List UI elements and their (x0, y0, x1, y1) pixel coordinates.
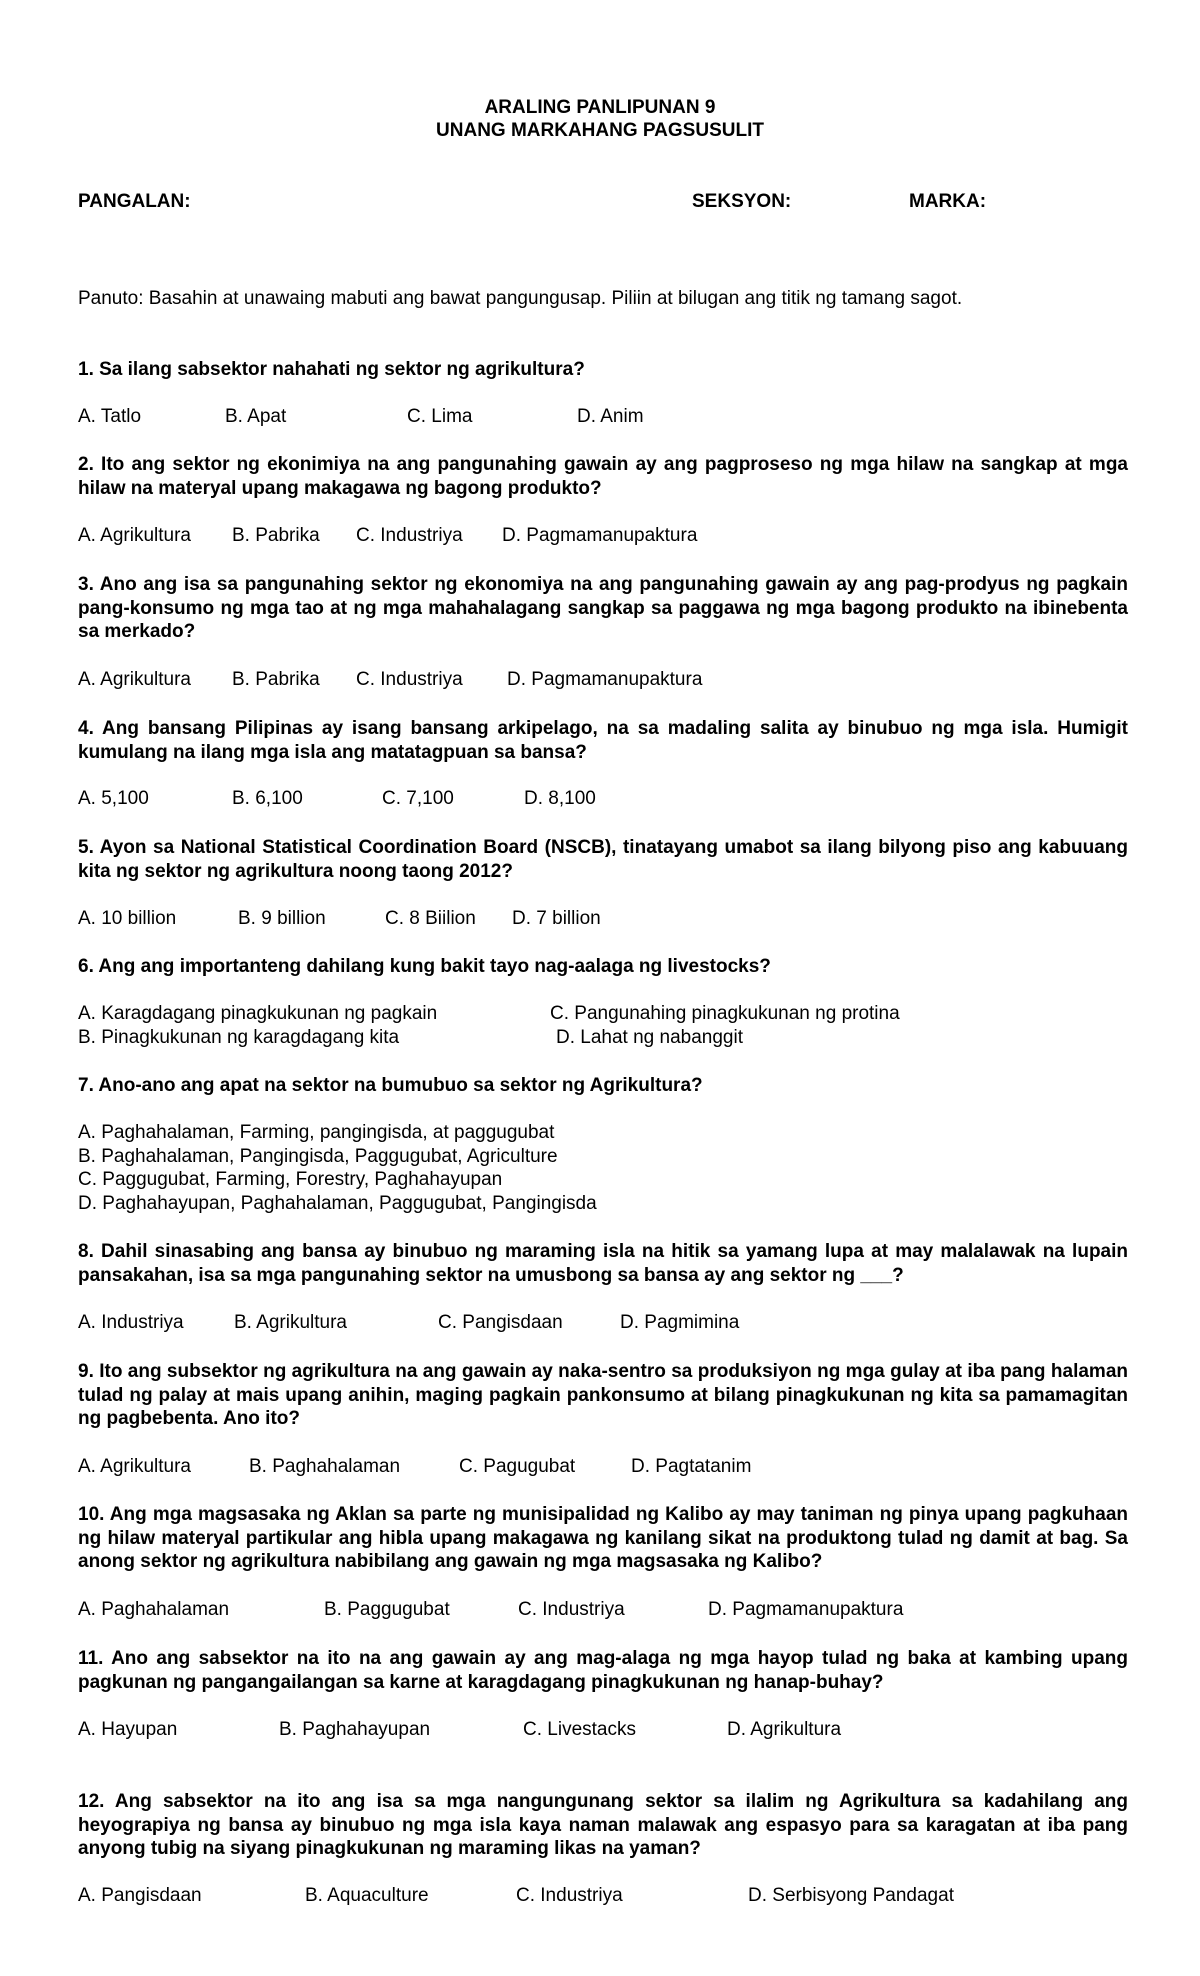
q8-option-b: B. Agrikultura (234, 1312, 347, 1333)
q5-option-d: D. 7 billion (512, 908, 601, 929)
q4-option-b: B. 6,100 (232, 788, 303, 809)
question-9: 9. Ito ang subsektor ng agrikultura na ang gawain ay naka-sentro sa produksiyon ng mga gulay at iba pang halaman tulad ng palay at mais upang anihin, maging pagkain pankonsumo at bilang pinagkukunan ng kita sa pamamagitan ng pagbebenta. Ano ito? (78, 1361, 1128, 1429)
question-5: 5. Ayon sa National Statistical Coordination Board (NSCB), tinatayang umabot sa ilang bilyong piso ang kabuuang kita ng sektor ng agrikultura noong taong 2012? (78, 837, 1128, 882)
question-2: 2. Ito ang sektor ng ekonimiya na ang pangunahing gawain ay ang pagproseso ng mga hilaw na sangkap at mga hilaw na materyal upang makagawa ng bagong produkto? (78, 454, 1128, 499)
q3-option-c: C. Industriya (356, 669, 463, 690)
q9-option-c: C. Pagugubat (459, 1456, 576, 1477)
q6-option-d: D. Lahat ng nabanggit (556, 1027, 743, 1048)
q9-option-a: A. Agrikultura (78, 1456, 191, 1477)
q12-option-b: B. Aquaculture (305, 1885, 429, 1906)
q3-option-a: A. Agrikultura (78, 669, 191, 690)
q11-option-d: D. Agrikultura (727, 1719, 842, 1740)
q2-option-b: B. Pabrika (232, 525, 320, 546)
q8-option-d: D. Pagmimina (620, 1312, 740, 1333)
q2-option-c: C. Industriya (356, 525, 463, 546)
q6-option-c: C. Pangunahing pinagkukunan ng protina (550, 1003, 900, 1024)
q4-option-d: D. 8,100 (524, 788, 596, 809)
q11-option-b: B. Paghahayupan (279, 1719, 431, 1740)
score-label: MARKA: (909, 191, 987, 212)
q7-option-c: C. Paggugubat, Farming, Forestry, Paghahayupan (78, 1169, 503, 1190)
q9-option-d: D. Pagtatanim (631, 1456, 752, 1477)
q9-option-b: B. Paghahalaman (249, 1456, 401, 1477)
exam-subtitle: UNANG MARKAHANG PAGSUSULIT (436, 120, 764, 141)
q3-option-b: B. Pabrika (232, 669, 320, 690)
q7-option-a: A. Paghahalaman, Farming, pangingisda, at paggugubat (78, 1122, 555, 1143)
q10-option-c: C. Industriya (518, 1599, 625, 1620)
question-4: 4. Ang bansang Pilipinas ay isang bansang arkipelago, na sa madaling salita ay binubuo ng mga isla. Humigit kumulang na ilang mga isla ang matatagpuan sa bansa? (78, 718, 1128, 763)
exam-title: ARALING PANLIPUNAN 9 (484, 97, 716, 118)
q2-option-d: D. Pagmamanupaktura (502, 525, 698, 546)
q4-option-a: A. 5,100 (78, 788, 149, 809)
q7-option-b: B. Paghahalaman, Pangingisda, Paggugubat, Agriculture (78, 1146, 558, 1167)
q1-option-a: A. Tatlo (78, 406, 142, 427)
question-7: 7. Ano-ano ang apat na sektor na bumubuo sa sektor ng Agrikultura? (78, 1075, 703, 1096)
q1-option-b: B. Apat (225, 406, 287, 427)
question-11: 11. Ano ang sabsektor na ito na ang gawain ay ang mag-alaga ng mga hayop tulad ng baka at kambing upang pagkunan ng pangangailangan sa karne at karagdagang pinagkukunan ng hanap-buhay? (78, 1648, 1128, 1693)
q12-option-d: D. Serbisyong Pandagat (748, 1885, 954, 1906)
q10-option-a: A. Paghahalaman (78, 1599, 230, 1620)
q1-option-c: C. Lima (407, 406, 473, 427)
instructions: Panuto: Basahin at unawaing mabuti ang bawat pangungusap. Piliin at bilugan ang titik ng tamang sagot. (78, 288, 963, 309)
name-label: PANGALAN: (78, 191, 191, 212)
question-12: 12. Ang sabsektor na ito ang isa sa mga nangungunang sektor sa ilalim ng Agrikultura sa kadahilang ang heyograpiya ng bansa ay binubuo ng mga isla kaya naman malawak ang espasyo para sa karagatan at iba pang anyong tubig na siyang pinagkukunan ng maraming likas na yaman? (78, 1791, 1128, 1859)
question-6: 6. Ang ang importanteng dahilang kung bakit tayo nag-aalaga ng livestocks? (78, 956, 771, 977)
question-8: 8. Dahil sinasabing ang bansa ay binubuo ng maraming isla na hitik sa yamang lupa at may malalawak na lupain pansakahan, isa sa mga pangunahing sektor na umusbong sa bansa ay ang sektor ng ___? (78, 1241, 1128, 1286)
q10-option-b: B. Paggugubat (324, 1599, 450, 1620)
q1-option-d: D. Anim (577, 406, 644, 427)
question-1: 1. Sa ilang sabsektor nahahati ng sektor ng agrikultura? (78, 359, 585, 380)
question-3: 3. Ano ang isa sa pangunahing sektor ng ekonomiya na ang pangunahing gawain ay ang pag-prodyus ng pagkain pang-konsumo ng mga tao at ng mga mahahalagang sangkap sa paggawa ng mga bagong produkto na ibinebenta sa merkado? (78, 574, 1128, 642)
q7-option-d: D. Paghahayupan, Paghahalaman, Paggugubat, Pangingisda (78, 1193, 597, 1214)
q6-option-a: A. Karagdagang pinagkukunan ng pagkain (78, 1003, 438, 1024)
q11-option-a: A. Hayupan (78, 1719, 178, 1740)
q5-option-c: C. 8 Biilion (385, 908, 476, 929)
q8-option-c: C. Pangisdaan (438, 1312, 563, 1333)
q6-option-b: B. Pinagkukunan ng karagdagang kita (78, 1027, 400, 1048)
q12-option-a: A. Pangisdaan (78, 1885, 202, 1906)
q4-option-c: C. 7,100 (382, 788, 454, 809)
q5-option-a: A. 10 billion (78, 908, 177, 929)
q5-option-b: B. 9 billion (238, 908, 326, 929)
question-10: 10. Ang mga magsasaka ng Aklan sa parte ng munisipalidad ng Kalibo ay may taniman ng pinya upang pagkuhaan ng hilaw materyal partikular ang hibla upang makagawa ng kanilang sikat na produktong tulad ng damit at bag. Sa anong sektor ng agrikultura nabibilang ang gawain ng mga magsasaka ng Kalibo? (78, 1504, 1128, 1572)
q2-option-a: A. Agrikultura (78, 525, 191, 546)
section-label: SEKSYON: (692, 191, 792, 212)
q3-option-d: D. Pagmamanupaktura (507, 669, 703, 690)
q11-option-c: C. Livestacks (523, 1719, 636, 1740)
q12-option-c: C. Industriya (516, 1885, 623, 1906)
q10-option-d: D. Pagmamanupaktura (708, 1599, 904, 1620)
q8-option-a: A. Industriya (78, 1312, 184, 1333)
